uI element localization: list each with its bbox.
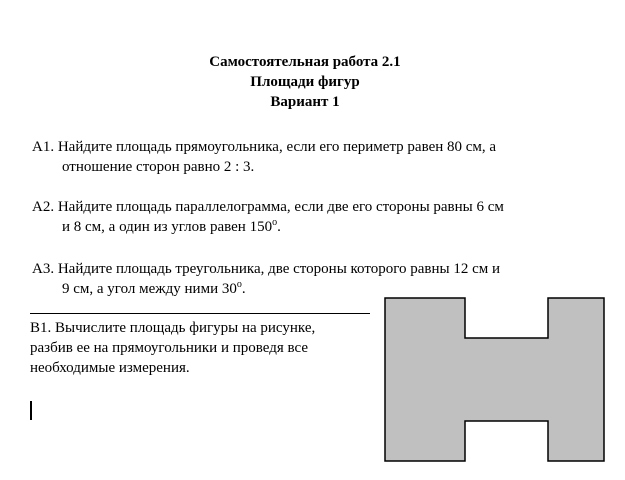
- task-a2: [32, 197, 504, 237]
- task-a2-line1: А2. Найдите площадь параллелограмма, если две его стороны равны 6 см: [32, 199, 504, 215]
- task-a1-line1: А1. Найдите площадь прямоугольника, если его периметр равен 80 см, а: [32, 139, 497, 155]
- h-shaped-figure: [380, 293, 610, 468]
- task-a1: [32, 137, 496, 177]
- task-b1-line2: разбив ее на прямоугольники и проведя все: [30, 340, 308, 356]
- task-a3-line2-text: 9 см, а угол между ними 30: [62, 281, 237, 297]
- section-divider: [30, 313, 370, 314]
- degree-sign: о: [236, 279, 242, 290]
- task-a1-line2: отношение сторон равно 2 : 3.: [62, 159, 255, 175]
- worksheet-subtitle: Площади фигур: [250, 74, 360, 90]
- task-b1-line3: необходимые измерения.: [30, 360, 190, 376]
- text-cursor: [30, 401, 32, 420]
- task-a2-line2-end: .: [277, 219, 281, 235]
- task-a3-line2-end: .: [241, 281, 246, 297]
- worksheet-title: Самостоятельная работа 2.1: [209, 54, 401, 70]
- degree-sign: о: [272, 217, 278, 228]
- task-b1-line1: В1. Вычислите площадь фигуры на рисунке,: [30, 320, 316, 336]
- task-a2-line2: [32, 217, 504, 237]
- worksheet-variant: Вариант 1: [270, 94, 340, 110]
- h-shape-polygon: [385, 298, 604, 461]
- task-b1: [30, 318, 315, 378]
- task-a3-line1: А3. Найдите площадь треугольника, две стороны которого равны 12 см и: [32, 261, 501, 277]
- task-a2-line2-text: и 8 см, а один из углов равен 150: [62, 219, 273, 235]
- worksheet-header: [150, 52, 460, 112]
